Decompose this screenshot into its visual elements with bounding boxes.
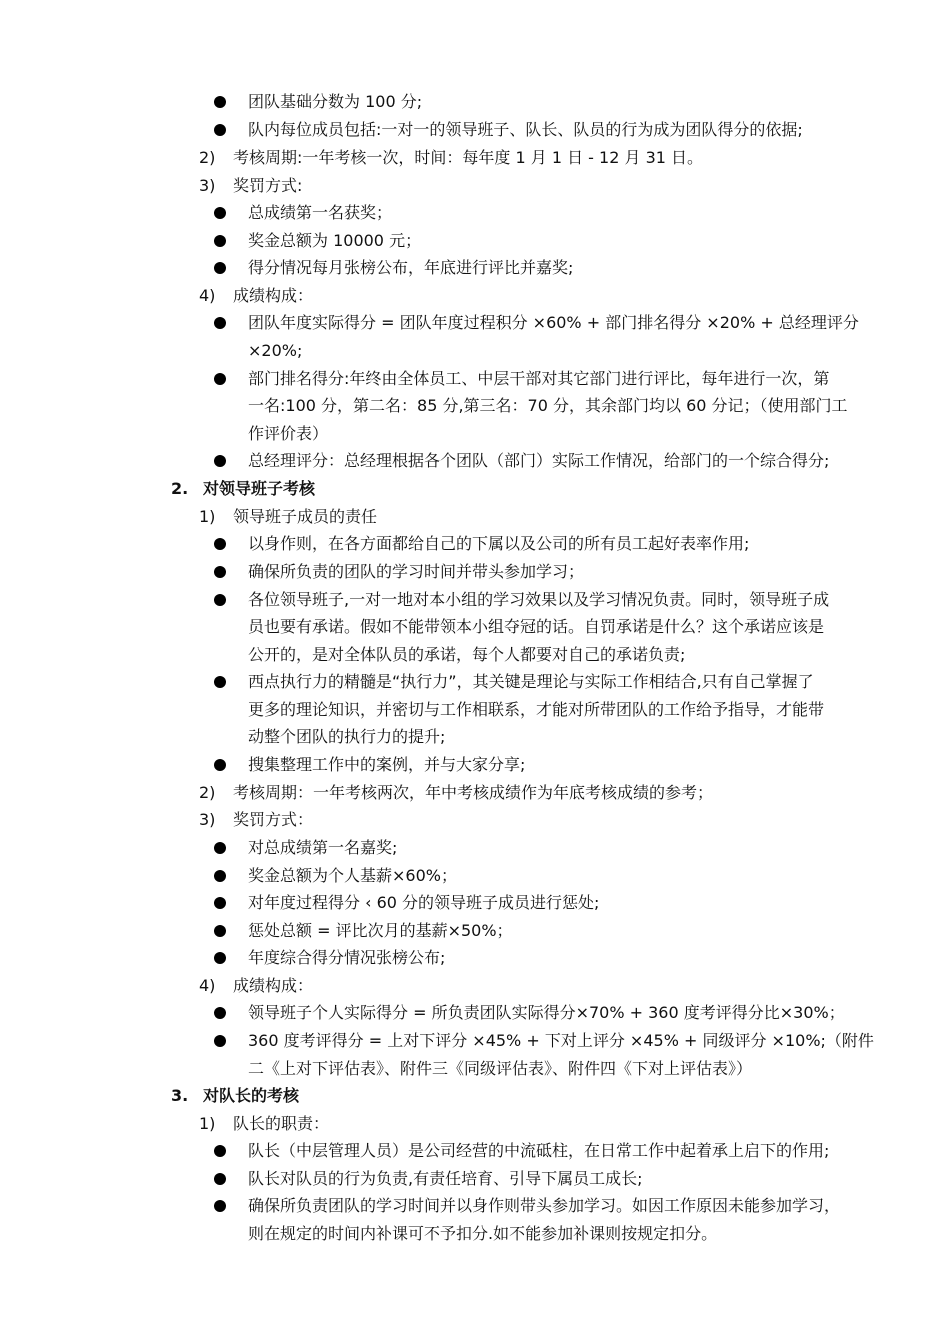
bullet-icon xyxy=(214,676,226,688)
bullet-icon xyxy=(214,566,226,578)
bullet-icon xyxy=(214,96,226,108)
bullet-icon xyxy=(214,1035,226,1047)
bullet-icon xyxy=(214,842,226,854)
bullet-icon xyxy=(214,594,226,606)
bullet-icon xyxy=(214,373,226,385)
bullet-icon xyxy=(214,1200,226,1212)
bullet-icon xyxy=(214,925,226,937)
bullet-icon xyxy=(214,538,226,550)
bullet-icon xyxy=(214,455,226,467)
bullet-icon xyxy=(214,870,226,882)
bullet-icon xyxy=(214,124,226,136)
bullet-icon xyxy=(214,1145,226,1157)
bullet-icon xyxy=(214,759,226,771)
bullet-icon xyxy=(214,1173,226,1185)
bullet-icon xyxy=(214,1007,226,1019)
bullet-icon xyxy=(214,897,226,909)
bullet-icon xyxy=(214,235,226,247)
bullet-icon xyxy=(214,207,226,219)
bullet-icon xyxy=(214,952,226,964)
bullet-icon xyxy=(214,317,226,329)
bullet-icon xyxy=(214,262,226,274)
